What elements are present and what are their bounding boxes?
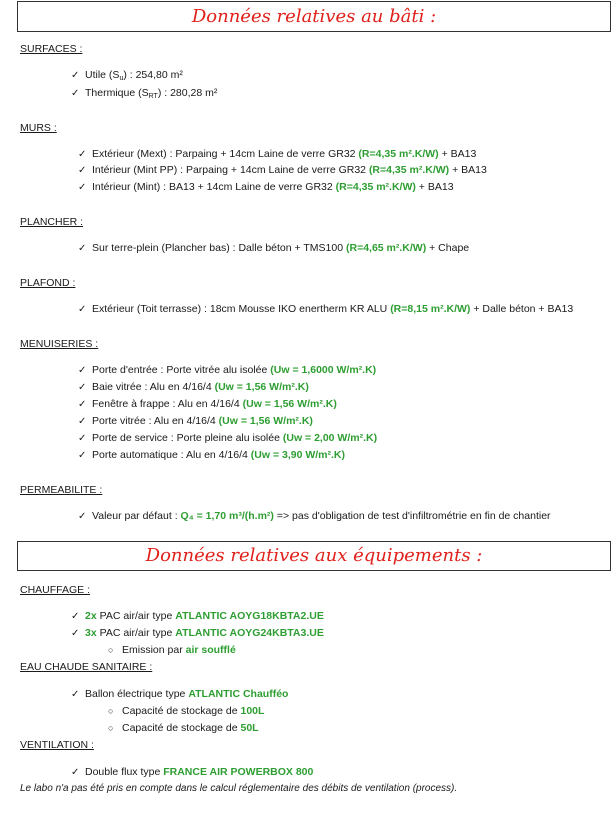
check-icon: ✓ (71, 689, 80, 700)
check-icon: ✓ (78, 243, 87, 254)
heading-ventilation: VENTILATION : (20, 739, 94, 751)
mur-interieur: ✓ Intérieur (Mint) : BA13 + 14cm Laine de verre GR32 (R=4,35 m².K/W) + BA13 (78, 181, 454, 193)
ventilation-note: Le labo n'a pas été pris en compte dans le calcul réglementaire des débits de ventilation (process). (20, 783, 458, 794)
mur-interieur-pp: ✓ Intérieur (Mint PP) : Parpaing + 14cm Laine de verre GR32 (R=4,35 m².K/W) + BA13 (78, 164, 487, 176)
heading-murs: MURS : (20, 122, 57, 134)
heading-plancher: PLANCHER : (20, 216, 84, 228)
chauffage-pac-1: ✓ 2x PAC air/air type ATLANTIC AOYG18KBTA2.UE (71, 610, 324, 622)
chauffage-emission: ○ Emission par air soufflé (108, 644, 236, 656)
heading-permeabilite: PERMEABILITE : (20, 484, 103, 496)
check-icon: ✓ (71, 767, 80, 778)
menuiserie-item: ✓ Fenêtre à frappe : Alu en 4/16/4 (Uw = 1,56 W/m².K) (78, 398, 337, 410)
check-icon: ✓ (78, 165, 87, 176)
menuiserie-item: ✓ Porte automatique : Alu en 4/16/4 (Uw = 3,90 W/m².K) (78, 449, 346, 461)
check-icon: ✓ (78, 149, 87, 160)
menuiserie-item: ✓ Porte de service : Porte pleine alu isolée (Uw = 2,00 W/m².K) (78, 432, 378, 444)
circle-bullet-icon: ○ (108, 706, 114, 716)
circle-bullet-icon: ○ (108, 645, 114, 655)
circle-bullet-icon: ○ (108, 723, 114, 733)
check-icon: ✓ (78, 399, 87, 410)
plancher-item: ✓ Sur terre-plein (Plancher bas) : Dalle béton + TMS100 (R=4,65 m².K/W) + Chape (78, 242, 470, 254)
check-icon: ✓ (78, 382, 87, 393)
heading-menuiseries: MENUISERIES : (20, 338, 99, 350)
heading-chauffage: CHAUFFAGE : (20, 584, 91, 596)
heading-surfaces: SURFACES : (20, 43, 83, 55)
surface-utile: ✓ Utile $(S_u)$ : 254,80 m² (71, 69, 183, 82)
menuiserie-item: ✓ Porte vitrée : Alu en 4/16/4 (Uw = 1,56 W/m².K) (78, 415, 313, 427)
mur-exterieur: ✓ Extérieur (Mext) : Parpaing + 14cm Laine de verre GR32 (R=4,35 m².K/W) + BA13 (78, 148, 477, 160)
heading-ecs: EAU CHAUDE SANITAIRE : (20, 661, 153, 673)
check-icon: ✓ (71, 70, 80, 81)
check-icon: ✓ (78, 304, 87, 315)
ventilation-item: ✓ Double flux type FRANCE AIR POWERBOX 800 (71, 766, 314, 778)
check-icon: ✓ (78, 511, 87, 522)
menuiserie-item: ✓ Baie vitrée : Alu en 4/16/4 (Uw = 1,56 W/m².K) (78, 381, 309, 393)
ecs-capacite-1: ○ Capacité de stockage de 100L (108, 705, 265, 717)
permeabilite-item: ✓ Valeur par défaut : Q₄ = 1,70 m³/(h.m²) => pas d'obligation de test d'infiltrométrie en fin de chantier (78, 510, 551, 522)
check-icon: ✓ (71, 611, 80, 622)
plafond-item: ✓ Extérieur (Toit terrasse) : 18cm Mousse IKO enertherm KR ALU (R=8,15 m².K/W) + Dalle béton + BA13 (78, 303, 574, 315)
check-icon: ✓ (78, 365, 87, 376)
chauffage-pac-2: ✓ 3x PAC air/air type ATLANTIC AOYG24KBTA3.UE (71, 627, 324, 639)
section-title-bati: Données relatives au bâti : (17, 1, 611, 32)
section-title-equipements: Données relatives aux équipements : (17, 541, 611, 571)
menuiserie-item: ✓ Porte d'entrée : Porte vitrée alu isolée (Uw = 1,6000 W/m².K) (78, 364, 377, 376)
surface-thermique: ✓ Thermique $(S_{RT})$ : 280,28 m² (71, 87, 218, 100)
check-icon: ✓ (71, 628, 80, 639)
check-icon: ✓ (71, 88, 80, 99)
heading-plafond: PLAFOND : (20, 277, 76, 289)
ecs-ballon: ✓ Ballon électrique type ATLANTIC Chaufféo (71, 688, 289, 700)
check-icon: ✓ (78, 182, 87, 193)
ecs-capacite-2: ○ Capacité de stockage de 50L (108, 722, 259, 734)
check-icon: ✓ (78, 433, 87, 444)
check-icon: ✓ (78, 416, 87, 427)
check-icon: ✓ (78, 450, 87, 461)
